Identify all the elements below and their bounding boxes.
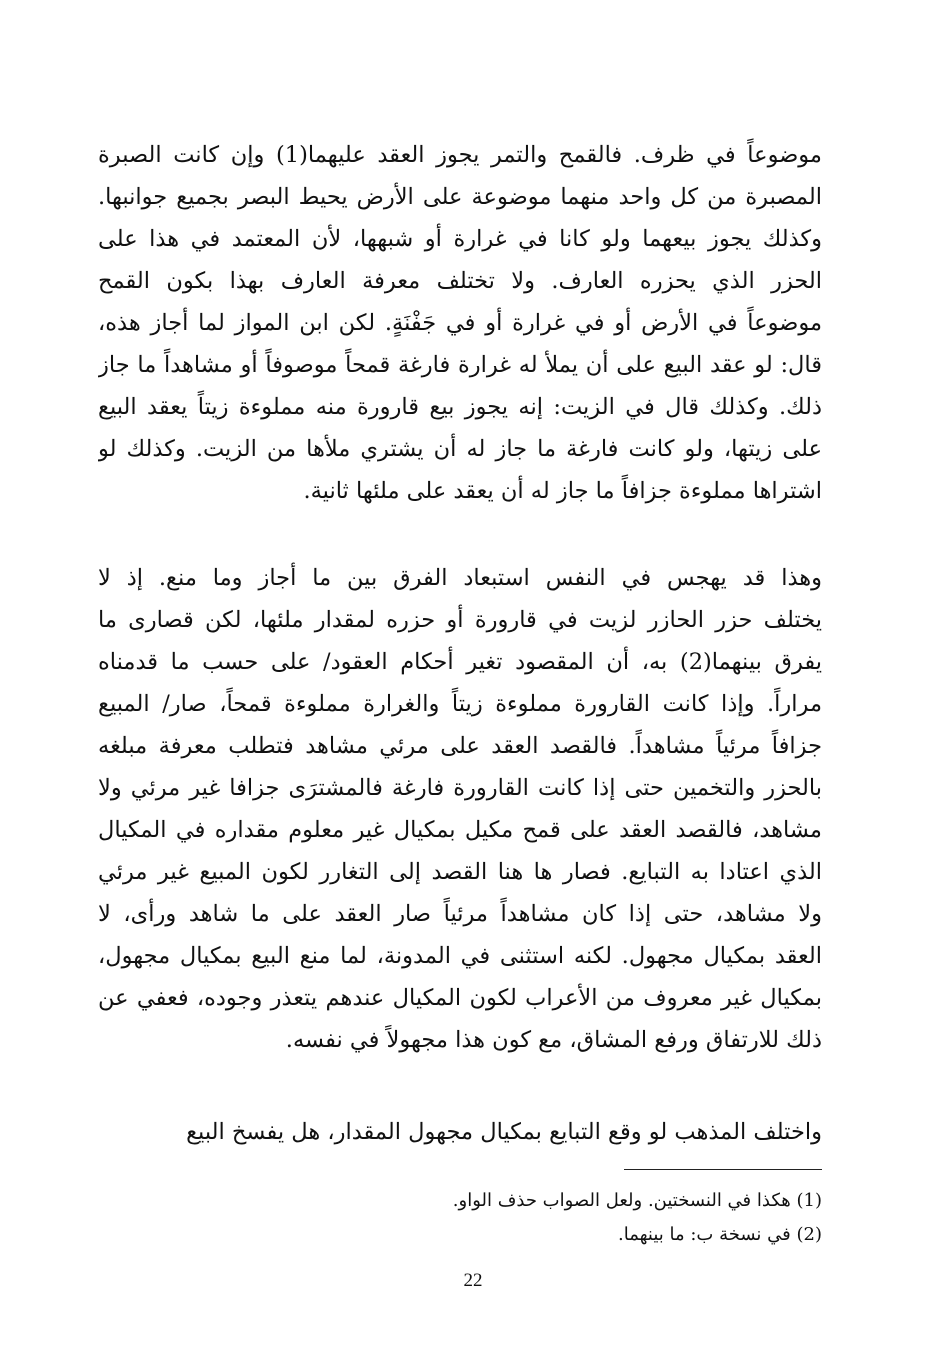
text-line: مراراً. وإذا كانت القارورة مملوءة زيتاً والغرارة مملوءة قمحاً، صار/ المبيع <box>98 691 822 717</box>
text-line: وكذلك يجوز بيعهما ولو كانا في غرارة أو شبهها، لأن المعتمد في هذا على <box>98 226 822 252</box>
text-line: موضوعاً في ظرف. فالقمح والتمر يجوز العقد عليهما(1) وإن كانت الصبرة <box>98 142 822 168</box>
text-line: مشاهد، فالقصد العقد على قمح مكيل بمكيال غير معلوم مقداره في المكيال <box>98 817 822 843</box>
text-line: الحزر الذي يحزره العارف. ولا تختلف معرفة العارف بهذا بكون القمح <box>98 268 822 294</box>
text-line: المصبرة من كل واحد منهما موضوعة على الأرض يحيط البصر بجميع جوانبها. <box>98 184 822 210</box>
footnotes <box>98 1184 822 1252</box>
footnote-2: (2) في نسخة ب: ما بينهما. <box>618 1224 822 1245</box>
text-line: بمكيال غير معروف من الأعراب لكون المكيال عندهم يتعذر وجوده، فعفي عن <box>98 985 822 1011</box>
text-line: واختلف المذهب لو وقع التبايع بمكيال مجهول المقدار، هل يفسخ البيع <box>186 1119 822 1145</box>
text-line: وهذا قد يهجس في النفس استبعاد الفرق بين ما أجاز وما منع. إذ لا <box>98 565 822 591</box>
footnote-1: (1) هكذا في النسختين. ولعل الصواب حذف الواو. <box>452 1190 822 1211</box>
text-line: اشتراها مملوءة جزافاً ما جاز له أن يعقد على ملئها ثانية. <box>303 478 822 504</box>
paragraph-3 <box>98 1111 822 1153</box>
text-line: يختلف حزر الحازر لزيت في قارورة أو حزره لمقدار ملئها، لكن قصارى ما <box>98 607 822 633</box>
text-line: ذلك. وكذلك قال في الزيت: إنه يجوز بيع قارورة منه مملوءة زيتاً يعقد البيع <box>98 394 822 420</box>
text-line: قال: لو عقد البيع على أن يملأ له غرارة فارغة قمحاً موصوفاً أو مشاهداً ما جاز <box>98 352 822 378</box>
text-line: الذي اعتادا به التبايع. فصار ها هنا القصد إلى التغارر لكون المبيع غير مرئي <box>98 859 822 885</box>
paragraph-2 <box>98 557 822 1061</box>
text-line: موضوعاً في الأرض أو في غرارة أو في جَفْنَةٍ. لكن ابن المواز لما أجاز هذه، <box>98 310 822 336</box>
text-line: ولا مشاهد، حتى إذا كان مشاهداً مرئياً صار العقد على ما شاهد ورأى، لا <box>98 901 822 927</box>
text-line: على زيتها، ولو كانت فارغة ما جاز له أن يشتري ملأها من الزيت. وكذلك لو <box>98 436 822 462</box>
footnote-divider <box>624 1169 822 1170</box>
text-line: ذلك للارتفاق ورفع المشاق، مع كون هذا مجهولاً في نفسه. <box>285 1027 822 1053</box>
text-line: جزافاً مرئياً مشاهداً. فالقصد العقد على مرئي مشاهد فتطلب معرفة مبلغه <box>98 733 822 759</box>
paragraph-1 <box>98 134 822 512</box>
text-line: يفرق بينهما(2) به، أن المقصود تغير أحكام العقود/ على حسب ما قدمناه <box>98 649 822 675</box>
text-line: العقد بمكيال مجهول. لكنه استثنى في المدونة، لما منع البيع بمكيال مجهول، <box>98 943 822 969</box>
text-line: بالحزر والتخمين حتى إذا كانت القارورة فارغة فالمشترَى جزافا غير مرئي ولا <box>98 775 822 801</box>
page-number: 22 <box>463 1270 483 1291</box>
